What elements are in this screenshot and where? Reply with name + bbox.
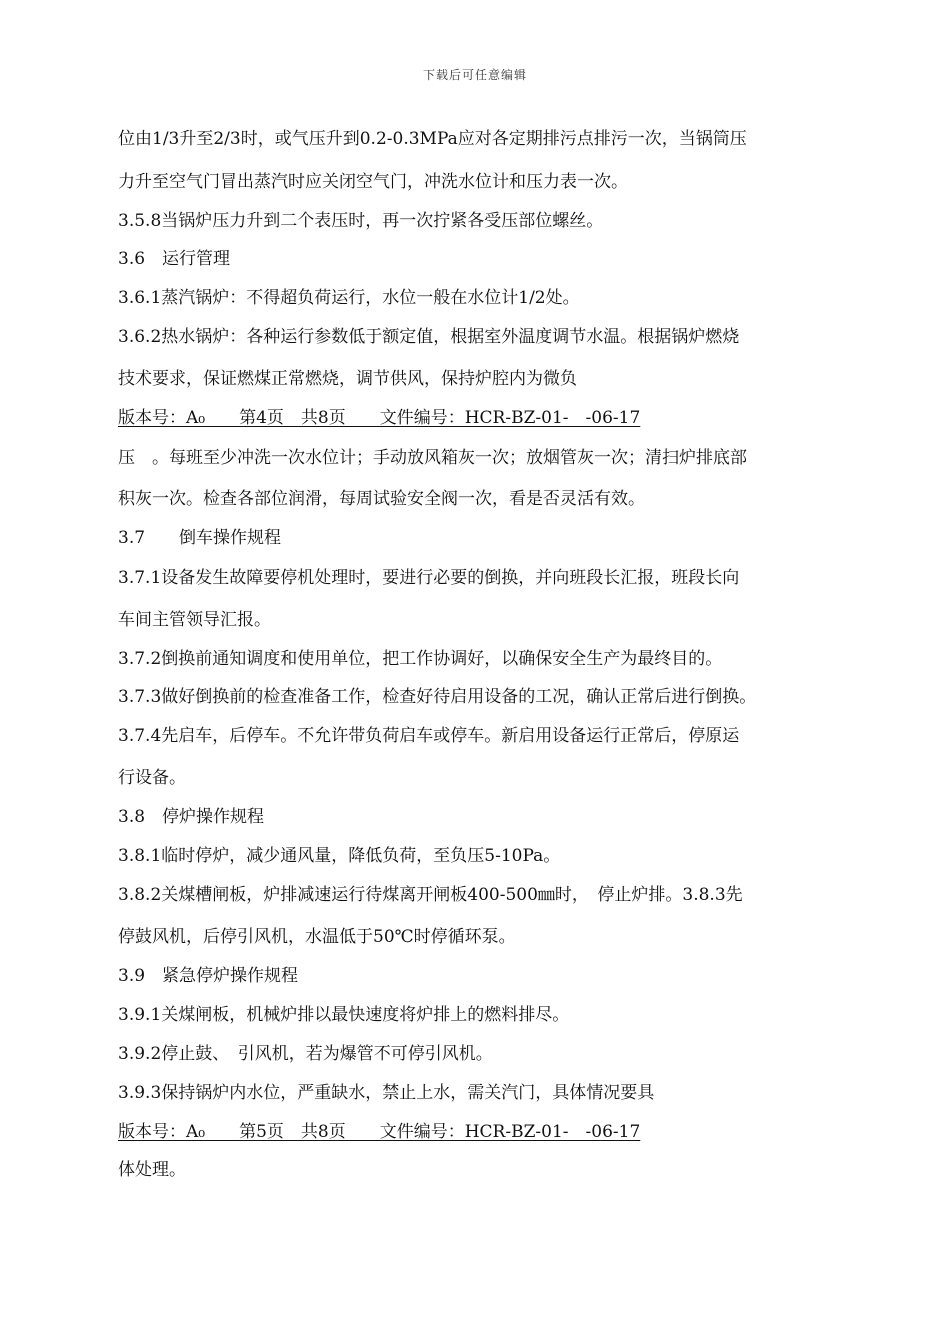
text-line: 力升至空气门冒出蒸汽时应关闭空气门，冲洗水位计和压力表一次。 (118, 172, 628, 192)
text-line: 3.6.1蒸汽锅炉：不得超负荷运行，水位一般在水位计1/2处。 (118, 288, 580, 308)
text-line: 3.7.3做好倒换前的检查准备工作，检查好待启用设备的工况，确认正常后进行倒换。 (118, 687, 757, 707)
text-line: 3.6.2热水锅炉：各种运行参数低于额定值，根据室外温度调节水温。根据锅炉燃烧 (118, 327, 740, 347)
section-heading: 3.7 倒车操作规程 (118, 528, 282, 548)
text-line: 3.7.1设备发生故障要停机处理时，要进行必要的倒换，并向班段长汇报，班段长向 (118, 568, 740, 588)
text-line: 技术要求，保证燃煤正常燃烧，调节供风，保持炉腔内为微负 (118, 369, 577, 389)
text-line: 3.7.2倒换前通知调度和使用单位，把工作协调好，以确保安全生产为最终目的。 (118, 649, 723, 669)
text-line: 3.8.2关煤槽闸板，炉排减速运行待煤离开闸板400-500㎜时， 停止炉排。3.8.3先 (118, 885, 743, 905)
text-line: 3.8.1临时停炉，减少通风量，降低负荷，至负压5-10Pa。 (118, 846, 561, 866)
page-footer: 版本号：A₀ 第4页 共8页 文件编号：HCR-BZ-01- -06-17 (118, 408, 641, 428)
section-heading: 3.6 运行管理 (118, 249, 231, 269)
page-header: 下载后可任意编辑 (422, 68, 527, 82)
text-line: 行设备。 (118, 768, 186, 788)
text-line: 位由1/3升至2/3时，或气压升到0.2-0.3MPa应对各定期排污点排污一次，当锅筒压 (118, 129, 747, 149)
text-line: 3.9.2停止鼓、 引风机，若为爆管不可停引风机。 (118, 1044, 493, 1064)
text-line: 体处理。 (118, 1160, 186, 1180)
text-line: 3.9.1关煤闸板，机械炉排以最快速度将炉排上的燃料排尽。 (118, 1005, 570, 1025)
section-heading: 3.8 停炉操作规程 (118, 807, 265, 827)
text-line: 压 。每班至少冲洗一次水位计；手动放风箱灰一次；放烟管灰一次；清扫炉排底部 (118, 448, 747, 468)
text-line: 积灰一次。检查各部位润滑，每周试验安全阀一次，看是否灵活有效。 (118, 489, 645, 509)
page-footer: 版本号：A₀ 第5页 共8页 文件编号：HCR-BZ-01- -06-17 (118, 1122, 641, 1142)
text-line: 3.5.8当锅炉压力升到二个表压时，再一次拧紧各受压部位螺丝。 (118, 211, 604, 231)
text-line: 车间主管领导汇报。 (118, 610, 271, 630)
text-line: 3.9.3保持锅炉内水位，严重缺水，禁止上水，需关汽门，具体情况要具 (118, 1083, 655, 1103)
text-line: 停鼓风机，后停引风机，水温低于50℃时停循环泵。 (118, 927, 516, 947)
text-line: 3.7.4先启车，后停车。不允许带负荷启车或停车。新启用设备运行正常后，停原运 (118, 726, 740, 746)
section-heading: 3.9 紧急停炉操作规程 (118, 966, 299, 986)
